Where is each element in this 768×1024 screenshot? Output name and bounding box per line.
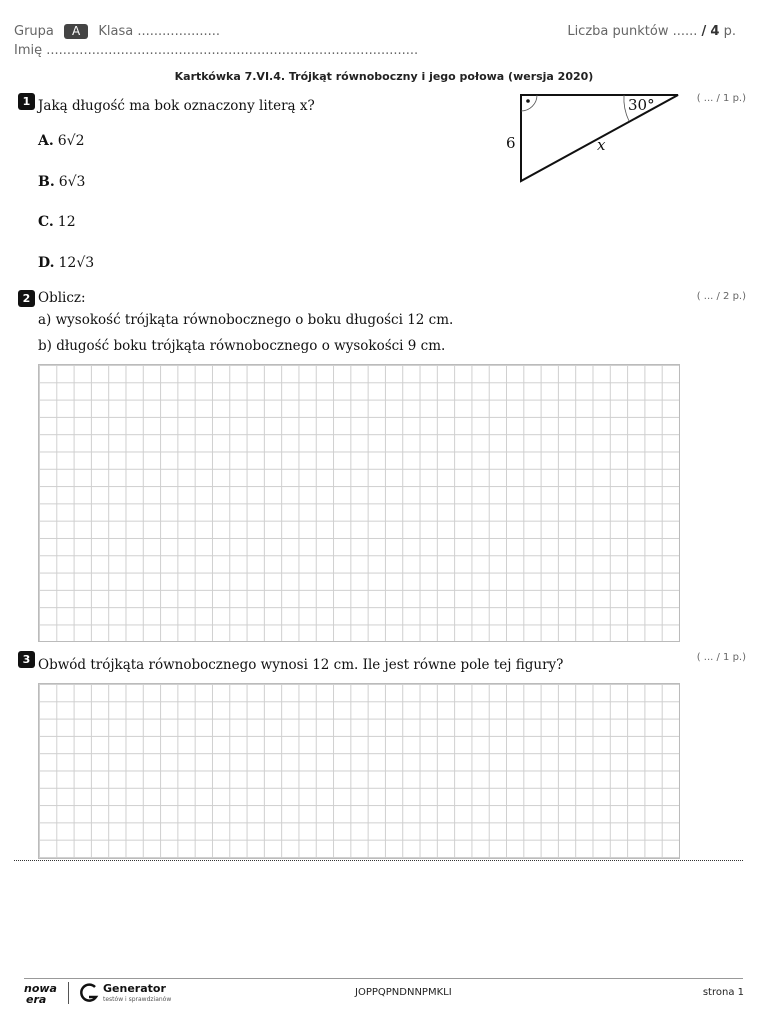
question-number: 3 (18, 651, 35, 668)
question-part: b) długość boku trójkąta równobocznego o wysokości 9 cm. (38, 338, 446, 354)
name-row (14, 43, 418, 58)
right-angle-arc (521, 95, 537, 111)
angle-label: 30° (628, 96, 655, 114)
group-badge: A (64, 24, 88, 39)
name-label: Imię (14, 43, 43, 58)
question-points: ( ... / 1 p.) (696, 652, 746, 663)
generator-title: Generator (103, 982, 166, 995)
question-part: a) wysokość trójkąta równobocznego o boku długości 12 cm. (38, 312, 454, 328)
option-a[interactable] (38, 133, 85, 149)
footer-rule (24, 978, 743, 979)
logo-bottom: era (26, 993, 47, 1006)
points-sep: / (701, 24, 707, 39)
points-unit: p. (723, 24, 736, 39)
question-number: 2 (18, 290, 35, 307)
option-b[interactable] (38, 174, 85, 190)
points-summary (567, 24, 736, 39)
option-d[interactable] (38, 255, 94, 271)
logo-top: nowa (24, 982, 57, 995)
question-points: ( ... / 1 p.) (696, 93, 746, 104)
option-value: 12 (57, 214, 76, 230)
option-letter: D. (38, 255, 55, 271)
question-points: ( ... / 2 p.) (696, 291, 746, 302)
option-c[interactable] (38, 214, 76, 230)
question-text: Jaką długość ma bok oznaczony literą x? (38, 98, 315, 114)
points-total: 4 (710, 24, 720, 39)
option-letter: C. (38, 214, 54, 230)
question-text: Obwód trójkąta równobocznego wynosi 12 cm. Ile jest równe pole tej figury? (38, 657, 564, 673)
option-letter: A. (38, 133, 54, 149)
section-divider (14, 860, 743, 861)
option-letter: B. (38, 174, 55, 190)
page-number: strona 1 (702, 987, 744, 998)
hypotenuse-label: x (597, 136, 606, 154)
document-code: JOPPQPNDNNPMKLI (355, 987, 452, 998)
generator-icon (78, 983, 100, 1003)
option-value: 12√3 (58, 255, 95, 271)
answer-grid[interactable] (38, 683, 680, 859)
class-field[interactable]: .................... (137, 24, 221, 39)
points-label: Liczba punktów (567, 24, 669, 39)
option-value: 6√3 (58, 174, 86, 190)
page-title: Kartkówka 7.VI.4. Trójkąt równoboczny i jego połowa (wersja 2020) (174, 70, 594, 83)
generator-sub: testów i sprawdzianów (103, 996, 172, 1003)
side-label: 6 (506, 134, 516, 152)
logo-divider (68, 982, 69, 1004)
answer-grid[interactable] (38, 364, 680, 642)
option-value: 6√2 (57, 133, 85, 149)
generator-logo (103, 983, 171, 1005)
points-field[interactable]: ...... (672, 24, 698, 39)
name-field[interactable]: .......................................................................................... (46, 43, 419, 58)
right-angle-dot (526, 99, 530, 103)
triangle-figure (500, 86, 690, 191)
nowa-era-logo (24, 983, 57, 1005)
class-label: Klasa (98, 24, 134, 39)
header-group-row (14, 24, 220, 39)
group-label: Grupa (14, 24, 54, 39)
question-text: Oblicz: (38, 290, 86, 306)
question-number: 1 (18, 93, 35, 110)
